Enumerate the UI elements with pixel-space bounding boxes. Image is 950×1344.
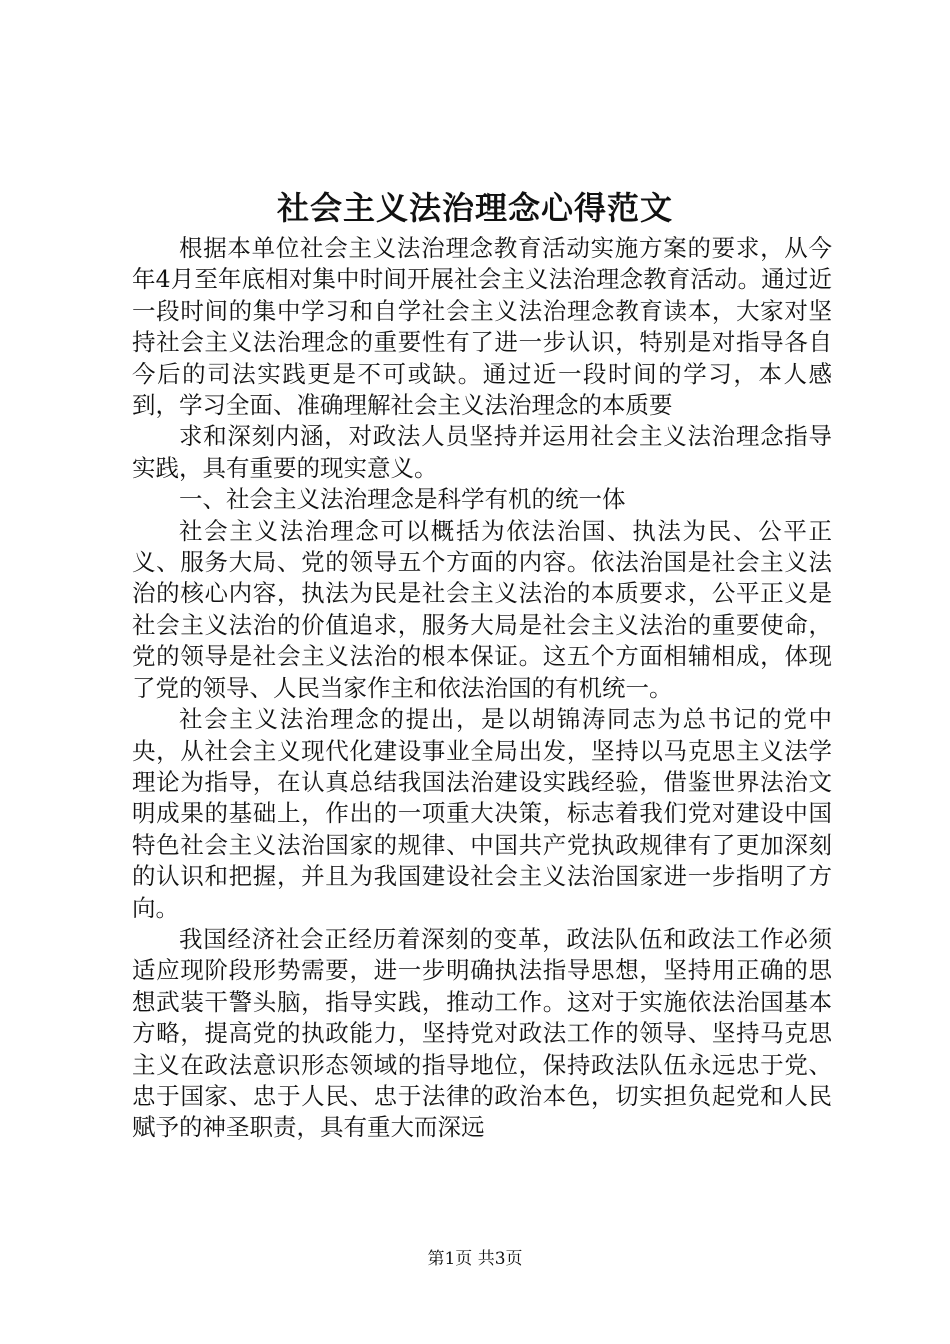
document-title: 社会主义法治理念心得范文 — [276, 189, 673, 227]
paragraph-intro: 根据本单位社会主义法治理念教育活动实施方案的要求，从今年4月至年底相对集中时间开展社会主义法治理念教育活动。通过近一段时间的集中学习和自学社会主义法治理念教育读本，大家对坚持社会主义法治理念的重要性有了进一步认识，特别是对指导各自今后的司法实践更是不可或缺。通过近一段时间的学习，本人感到，学习全面、准确理解社会主义法治理念的本质要 — [132, 234, 832, 420]
paragraph-five-aspects: 社会主义法治理念可以概括为依法治国、执法为民、公平正义、服务大局、党的领导五个方面的内容。依法治国是社会主义法治的核心内容，执法为民是社会主义法治的本质要求，公平正义是社会主义法治的价值追求，服务大局是社会主义法治的重要使命，党的领导是社会主义法治的根本保证。这五个方面相辅相成，体现了党的领导、人民当家作主和依法治国的有机统一。 — [132, 516, 832, 702]
document-body — [132, 233, 832, 1144]
paragraph-proposal: 社会主义法治理念的提出，是以胡锦涛同志为总书记的党中央，从社会主义现代化建设事业全局出发，坚持以马克思主义法学理论为指导，在认真总结我国法治建设实践经验，借鉴世界法治文明成果的基础上，作出的一项重大决策，标志着我们党对建设中国特色社会主义法治国家的规律、中国共产党执政规律有了更加深刻的认识和把握，并且为我国建设社会主义法治国家进一步指明了方向。 — [132, 705, 832, 922]
section-heading-1: 一、社会主义法治理念是科学有机的统一体 — [179, 485, 626, 514]
page-number-footer: 第1页 共3页 — [427, 1249, 523, 1269]
paragraph-transformation: 我国经济社会正经历着深刻的变革，政法队伍和政法工作必须适应现阶段形势需要，进一步明确执法指导思想，坚持用正确的思想武装干警头脑，指导实践，推动工作。这对于实施依法治国基本方略，提高党的执政能力，坚持党对政法工作的领导、坚持马克思主义在政法意识形态领域的指导地位，保持政法队伍永远忠于党、忠于国家、忠于人民、忠于法律的政治本色，切实担负起党和人民赋予的神圣职责，具有重大而深远 — [132, 924, 832, 1142]
paragraph-intro-continued: 求和深刻内涵，对政法人员坚持并运用社会主义法治理念指导实践，具有重要的现实意义。 — [132, 422, 832, 482]
